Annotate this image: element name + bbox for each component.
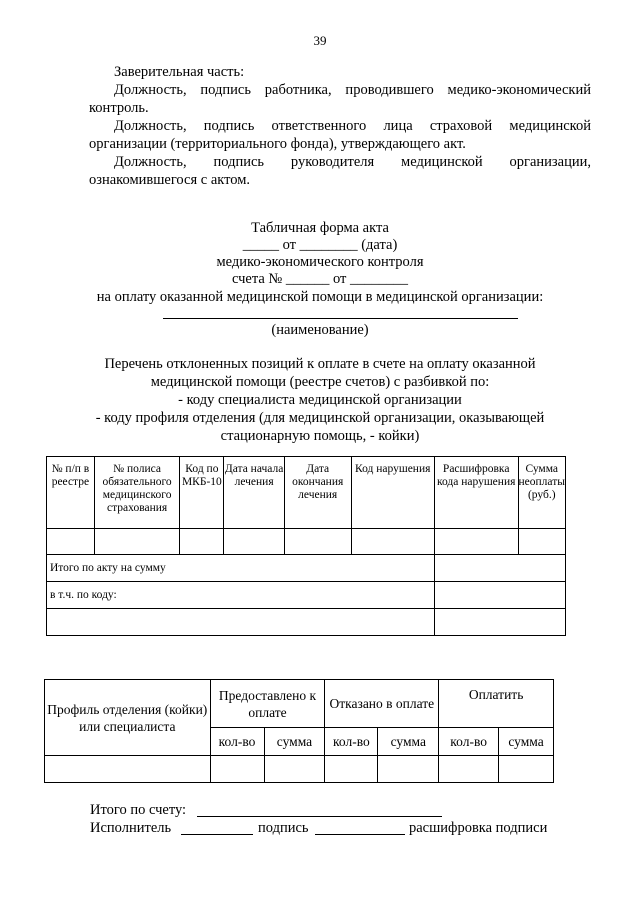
table-cell (434, 529, 518, 555)
certification-p3-line1: Должность, подпись руководителя медицинской организации, (114, 154, 591, 170)
header-policy-number: № полиса обязательного медицинского страхования (94, 457, 180, 529)
header-provided: Предоставлено к оплате (210, 680, 325, 728)
table-cell (351, 529, 434, 555)
header-violation-decode: Расшифровка кода нарушения (434, 457, 518, 529)
table-cell (518, 529, 566, 555)
total-row-label: Итого по акту на сумму (47, 555, 435, 582)
subheader-refused-sum: сумма (378, 728, 439, 756)
header-row-number: № п/п в реестре (47, 457, 95, 529)
table-cell (434, 609, 565, 636)
list-heading-line3: - коду специалиста медицинской организации (178, 392, 462, 408)
signature-line (315, 834, 405, 835)
organization-name-caption: (наименование) (271, 322, 369, 338)
table-row (45, 756, 554, 783)
executor-label: Исполнитель (90, 820, 172, 836)
header-start-date: Дата начала лечения (224, 457, 285, 529)
table-cell (45, 756, 211, 783)
rejected-positions-table (46, 456, 566, 636)
subheader-refused-count: кол-во (325, 728, 378, 756)
list-heading-line2: медицинской помощи (реестре счетов) с разбивкой по: (150, 374, 490, 390)
form-title-line4: счета № ______ от ________ (231, 271, 409, 287)
header-pay: Оплатить (439, 680, 554, 728)
table-cell (439, 756, 499, 783)
certification-p1-line2: контроль. (89, 100, 149, 116)
by-code-row (47, 582, 566, 609)
table-cell (499, 756, 554, 783)
table1-header-row (47, 457, 566, 529)
by-code-row-label: в т.ч. по коду: (47, 582, 435, 609)
executor-line (181, 834, 253, 835)
header-violation-code: Код нарушения (351, 457, 434, 529)
signature-decode-label: расшифровка подписи (409, 820, 548, 836)
table-cell (284, 529, 351, 555)
table2-header-row (45, 680, 554, 728)
table-cell (264, 756, 325, 783)
table-cell (47, 609, 435, 636)
form-title-line5: на оплату оказанной медицинской помощи в медицинской организации: (96, 289, 544, 305)
subheader-pay-sum: сумма (499, 728, 554, 756)
table-cell (378, 756, 439, 783)
header-unpaid-sum: Сумма неоплаты (руб.) (518, 457, 566, 529)
certification-p2-line1: Должность, подпись ответственного лица страховой медицинской (114, 118, 591, 134)
page-number: 39 (313, 33, 327, 48)
table-cell (224, 529, 285, 555)
table-row (47, 609, 566, 636)
form-title-line3: медико-экономического контроля (216, 254, 424, 270)
subheader-provided-sum: сумма (264, 728, 325, 756)
total-by-invoice-line (197, 816, 442, 817)
header-refused: Отказано в оплате (325, 680, 439, 728)
table-cell (180, 529, 224, 555)
profile-table (44, 679, 554, 783)
form-title-line1: Табличная форма акта (251, 220, 389, 236)
total-row-value (434, 555, 565, 582)
table-cell (325, 756, 378, 783)
list-heading-line1: Перечень отклоненных позиций к оплате в счете на оплату оказанной (104, 356, 536, 372)
signature-label: подпись (258, 820, 309, 836)
table-row (47, 529, 566, 555)
header-end-date: Дата окончания лечения (284, 457, 351, 529)
certification-heading: Заверительная часть: (114, 64, 245, 80)
header-profile: Профиль отделения (койки) или специалиста (45, 680, 211, 756)
certification-p3-line2: ознакомившегося с актом. (89, 172, 251, 188)
list-heading-line4: - коду профиля отделения (для медицинской организации, оказывающей (95, 410, 545, 426)
table-cell (94, 529, 180, 555)
total-row (47, 555, 566, 582)
table-cell (210, 756, 264, 783)
organization-name-line (163, 318, 518, 319)
list-heading-line5: стационарную помощь, - койки) (220, 428, 420, 444)
table-cell (47, 529, 95, 555)
subheader-pay-count: кол-во (439, 728, 499, 756)
header-icd10-code: Код по МКБ-10 (180, 457, 224, 529)
certification-p1-line1: Должность, подпись работника, проводившего медико-экономический (114, 82, 591, 98)
by-code-row-value (434, 582, 565, 609)
form-title-line2: _____ от ________ (дата) (242, 237, 398, 253)
subheader-provided-count: кол-во (210, 728, 264, 756)
total-by-invoice-label: Итого по счету: (90, 802, 187, 818)
certification-p2-line2: организации (территориального фонда), утверждающего акт. (89, 136, 466, 152)
